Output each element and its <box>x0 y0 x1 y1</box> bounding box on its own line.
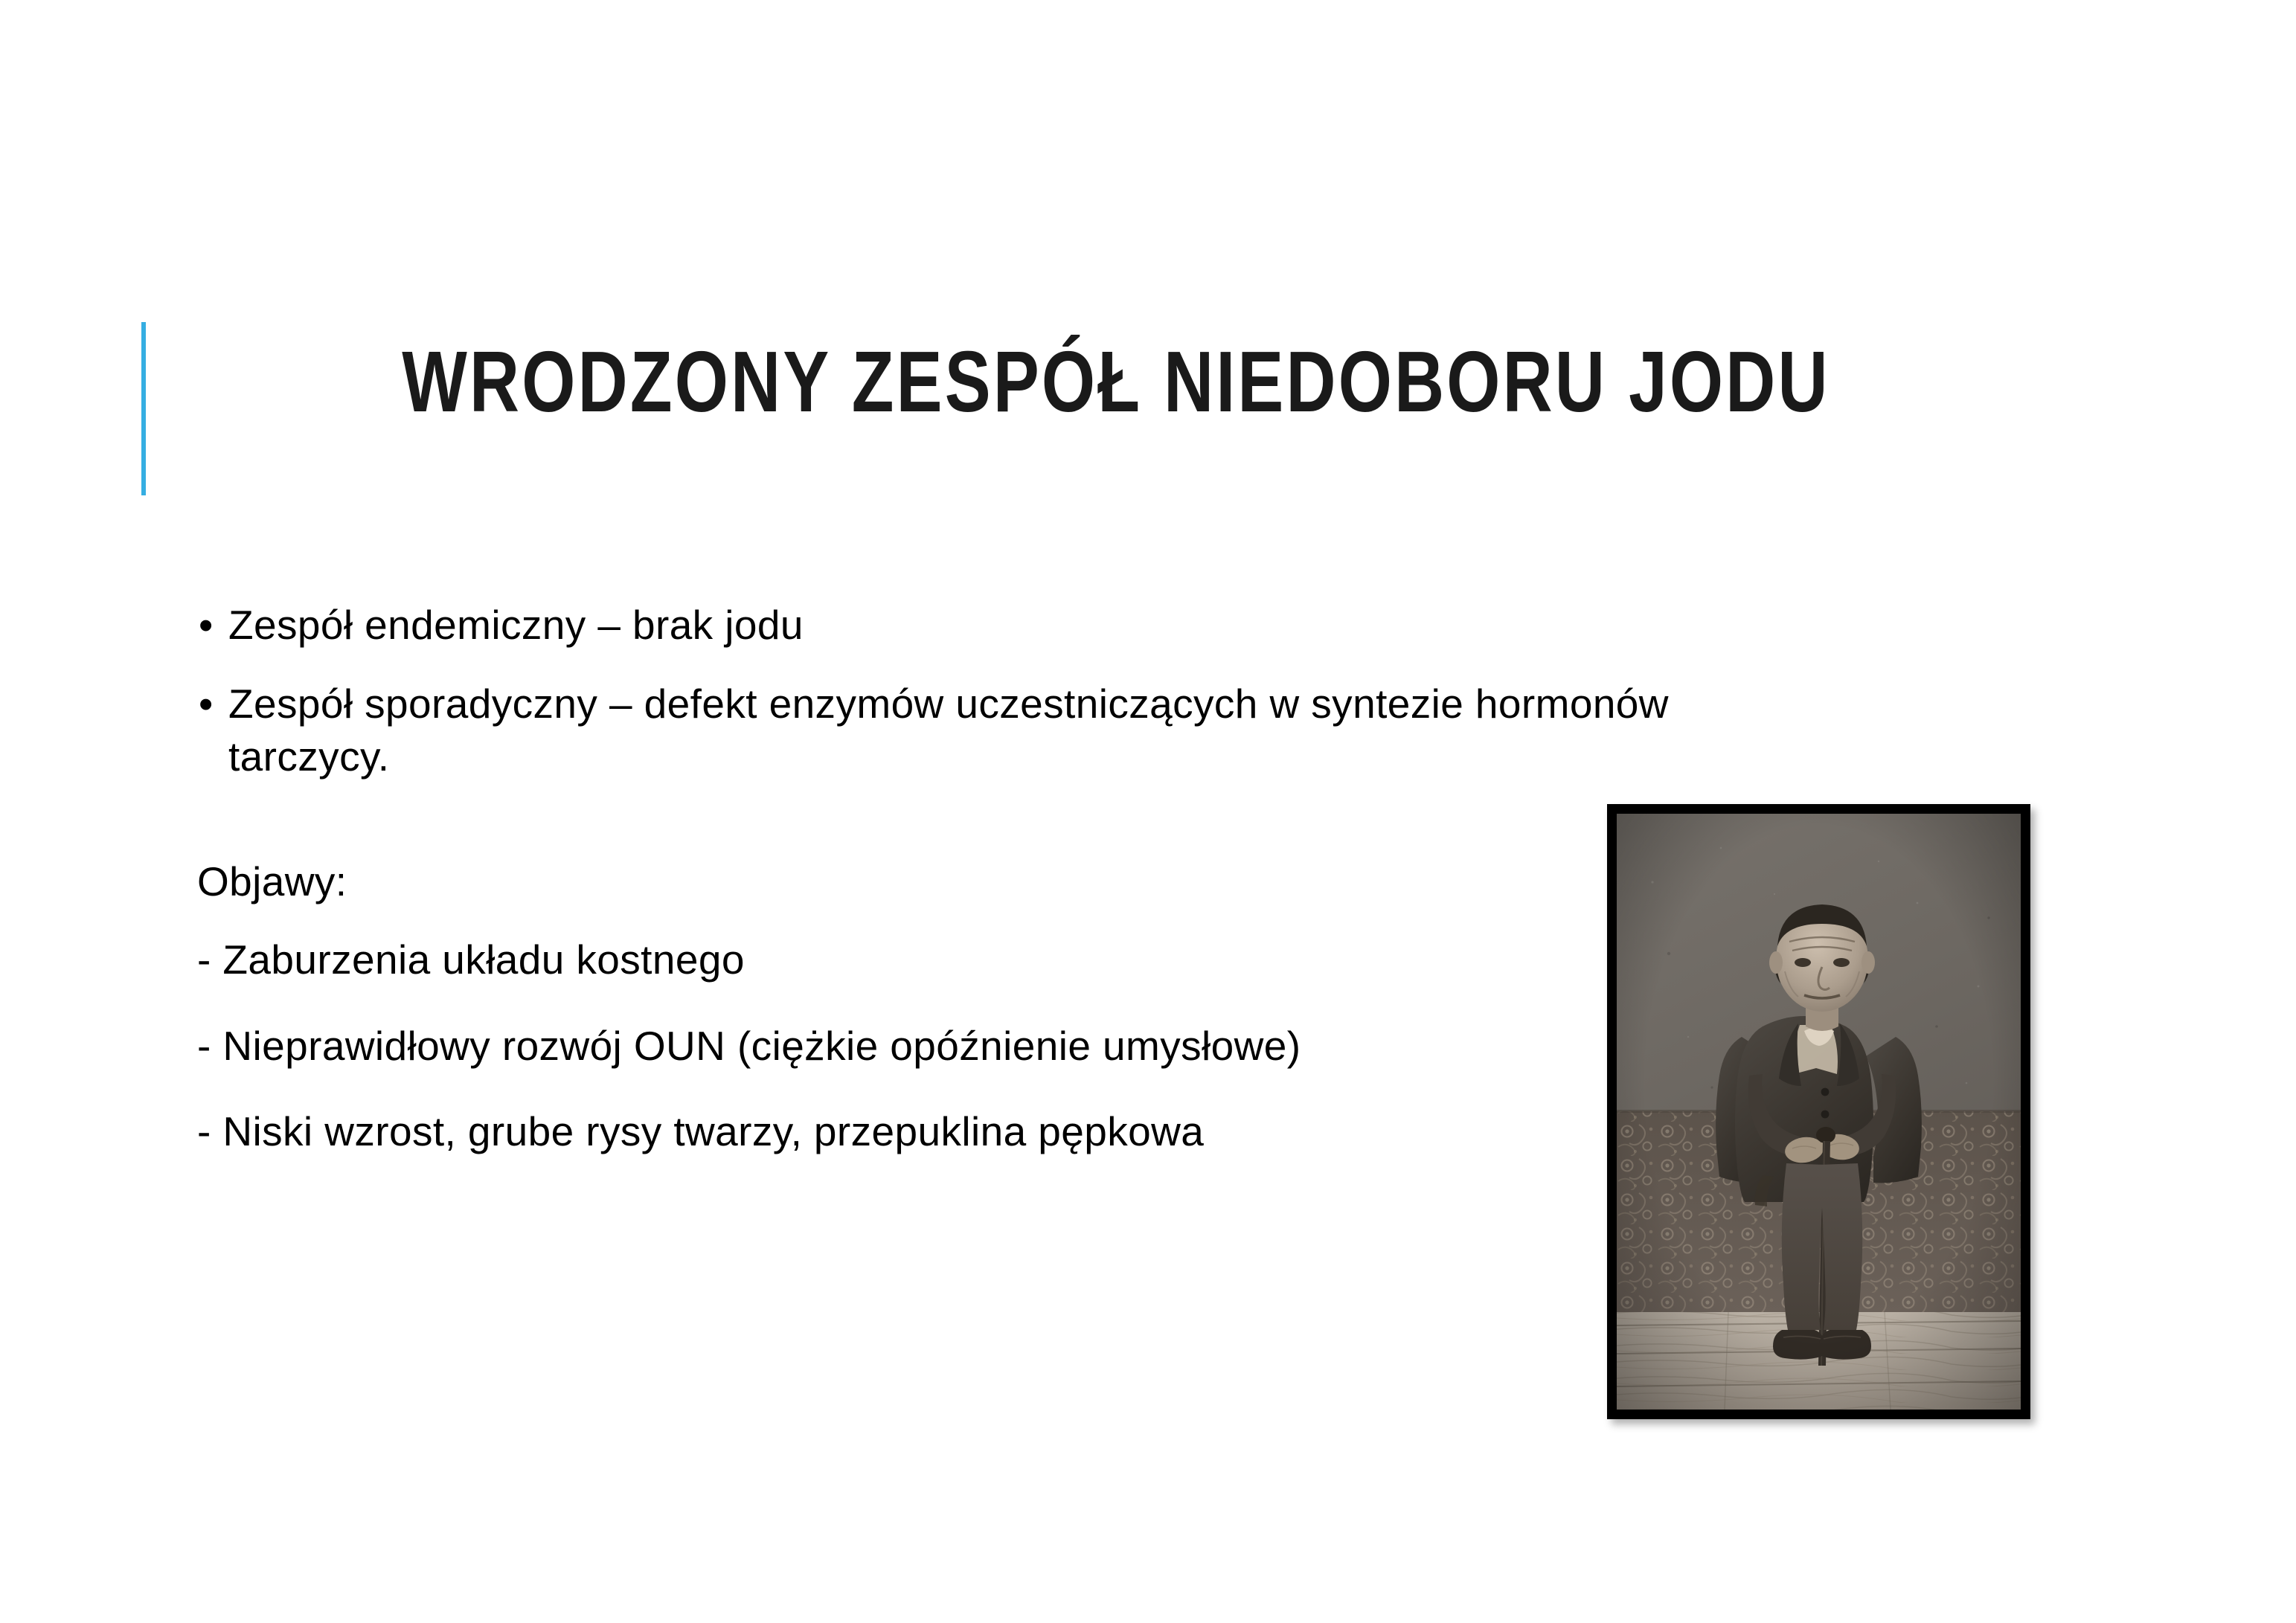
photo-illustration <box>1617 814 2021 1410</box>
page-title: WRODZONY ZESPÓŁ NIEDOBORU JODU <box>402 333 1830 430</box>
title-accent-bar <box>141 322 146 495</box>
body-content <box>197 599 1707 1192</box>
symptom-item: - Niski wzrost, grube rysy twarzy, przepuklina pępkowa <box>197 1108 1205 1154</box>
bullet-icon: • <box>199 602 214 648</box>
bullet-icon: • <box>199 680 214 727</box>
photo-frame <box>1607 804 2030 1419</box>
symptom-item: - Nieprawidłowy rozwój OUN (ciężkie opóźnienie umysłowe) <box>197 1022 1301 1069</box>
historical-photo-image <box>1617 814 2021 1410</box>
list-item-label: Zespół endemiczny – brak jodu <box>228 602 804 648</box>
list-item <box>197 599 1707 652</box>
symptom-item: - Zaburzenia układu kostnego <box>197 936 745 983</box>
list-item <box>197 678 1707 784</box>
section-heading: Objawy: <box>197 858 347 904</box>
list-item-label: Zespół sporadyczny – defekt enzymów uczestniczących w syntezie hormonów tarczycy. <box>228 680 1669 780</box>
